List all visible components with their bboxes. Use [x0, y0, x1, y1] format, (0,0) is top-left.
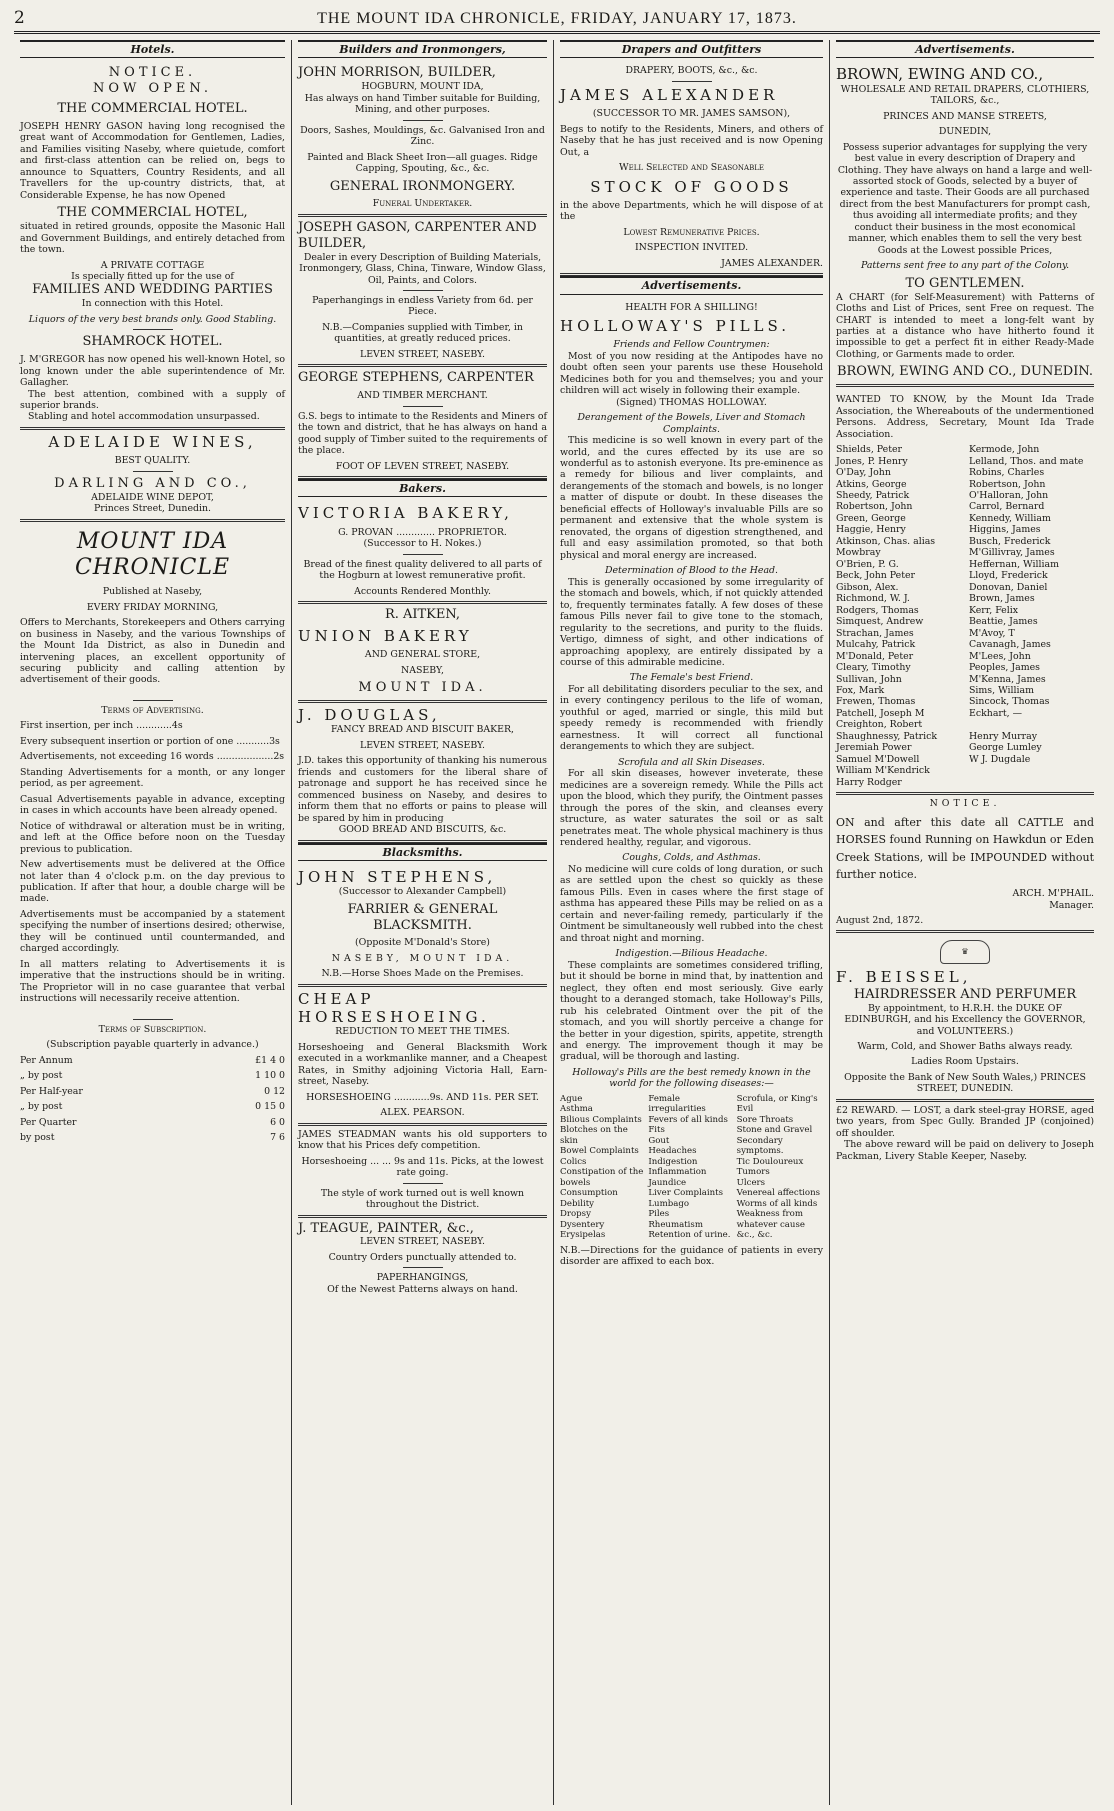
names-list	[836, 444, 1094, 788]
section-advertisements: Advertisements.	[560, 276, 823, 294]
columns	[14, 40, 1100, 1805]
column-1	[14, 40, 292, 1805]
douglas-ad: J. DOUGLAS, FANCY BREAD AND BISCUIT BAKER, LEVEN STREET, NASEBY. J.D. takes this opportunity of thanking his numerous friends and customers for the liberal share of patronage and support he has received since he commenced business on Naseby, and desires to inform them that no efforts or pains to please will be spared by him in producing GOOD BREAD AND BISCUITS, &c.	[298, 703, 547, 843]
reward-ad: £2 REWARD. — LOST, a dark steel-gray HORSE, aged two years, from Spec Gully. Branded JP (conjoined) off shoulder. The above reward will be paid on delivery to Joseph Packman, Livery Stable Keeper, Naseby.	[836, 1104, 1094, 1162]
holloway-ad: HEALTH FOR A SHILLING! HOLLOWAY'S PILLS. Friends and Fellow Countrymen: Most of you now residing at the Antipodes have no doubt often seen your parents use these Household Medicines both for you and themselves; you and your children will act wisely in following their example. (Signed) THOMAS HOLLOWAY. Derangement of the Bowels, Liver and Stomach Complaints. This medicine is so well known in every part of the world, and the cures effected by its use are so wonderful as to astonish everyone. Its pre-eminence as a remedy for bilious and liver complaints, and derangements of the stomach and bowels, is no longer a matter of dispute or doubt. In these diseases the beneficial effects of Holloway's invaluable Pills are so permanent and extensive that the whole system is renovated, the organs of digestion strengthened, and full and easy assimilation promoted, so that both physical and moral energy are increased. Determination of Blood to the Head. This is generally occasioned by some irregularity of the stomach and bowels, which, if not quickly attended to, frequently terminates fatally. A few doses of these famous Pills never fail to give tone to the stomach, regularity to the secretions, and purity to the fluids. Vertigo, dimness of sight, and other indications of approaching apoplexy, are entirely dissipated by a course of this admirable medicine. The Female's best Friend. For all debilitating disorders peculiar to the sex, and in every contingency perilous to the life of woman, youthful or aged, married or single, this mild but speedy remedy is recommended with friendly earnestness. It will correct all functional derangements to which they are subject. Scrofula and all Skin Diseases. For all skin diseases, however inveterate, these medicines are a sovereign remedy. While the Pills act upon the blood, which they purify, the Ointment passes through the pores of the skin, and cleanses every structure, as water saturates the soil or as salt penetrates meat. The whole physical machinery is thus rendered healthy, regular, and vigorous. Coughs, Colds, and Asthmas. No medicine will cure colds of long duration, or such as are settled upon the chest so quickly as these famous Pills. Even in cases where the first stage of asthma has appeared these Pills may be relied on as a certain and never-failing remedy, particularly if the Ointment be simultaneously well rubbed into the chest and throat night and morning. Indigestion.—Bilious Headache. These complaints are sometimes considered trifling, but it should be borne in mind that, by inattention and neglect, they often end most seriously. Give early thought to a deranged stomach, take Holloway's Pills, rub his celebrated Ointment over the pit of the stomach, and you will shortly perceive a change for the better in your digestion, spirits, appetite, strength and energy. The improvement though it may be gradual, will be thorough and lasting. Holloway's Pills are the best remedy known in the world for the following diseases:— Ague Asthma Bilious Complaints Blotches on the skin Bowel Complaints Colics Constipation of the bowels Consumption Debility Dropsy Dysentery Erysipelas Female irregularities Fevers of all kinds Fits Gout Headaches Indigestion Inflammation Jaundice Liver Complaints Lumbago Piles Rheumatism Retention of urine. Scrofula, or King's Evil Sore Throats Stone and Gravel Secondary symptoms. Tic Douloureux Tumors Ulcers Venereal affections Worms of all kinds Weakness from whatever cause &c., &c. N.B.—Directions for the guidance of patients in every disorder are affixed to each box.	[560, 301, 823, 1268]
section-hotels: Hotels.	[20, 40, 285, 58]
union-bakery-ad: R. AITKEN, UNION BAKERY AND GENERAL STORE, NASEBY, MOUNT IDA.	[298, 604, 547, 703]
stephens-ad: GEORGE STEPHENS, CARPENTER AND TIMBER MERCHANT. G.S. begs to intimate to the Residents and Miners of the town and district, that he has always on hand a good supply of Timber suited to the requirements of the place. FOOT OF LEVEN STREET, NASEBY.	[298, 367, 547, 479]
teague-ad: J. TEAGUE, PAINTER, &c., LEVEN STREET, NASEBY. Country Orders punctually attended to. PAPERHANGINGS, Of the Newest Patterns always on hand.	[298, 1220, 518, 1295]
subscription-rates	[20, 1055, 285, 1144]
column-3	[554, 40, 830, 1805]
sub-row: „ by post 1 10 0	[20, 1070, 285, 1082]
steadman-ad: JAMES STEADMAN wants his old supporters to know that his Prices defy competition. Horseshoeing ... ... 9s and 11s. Picks, at the lowest rate going. The style of work turned out is well known throughout the District.	[298, 1126, 547, 1218]
chronicle-terms: MOUNT IDA CHRONICLE Published at Naseby, EVERY FRIDAY MORNING, Offers to Merchants, Storekeepers and Others carrying on business in Naseby, and the various Townships of the Mount Ida District, as also in Dunedin and intervening places, an excellent opportunity of securing publicity and calling attention by advertisement of their goods. Terms of Advertising. First insertion, per inch ............4s Every subsequent insertion or portion of one ...........3s Advertisements, not exceeding 16 words ...................2s Standing Advertisements for a month, or any longer period, as per agreement. Casual Advertisements payable in advance, excepting in cases in which accounts have been already opened. Notice of withdrawal or alteration must be in writing, and left at the Office before noon on the Tuesday previous to publication. New advertisements must be delivered at the Office not later than 4 o'clock p.m. on the day previous to publication. If after that hour, a double charge will be made. Advertisements must be accompanied by a statement specifying the number of insertions desired; otherwise, they will be continued until countermanded, and charged accordingly. In all matters relating to Advertisements it is imperative that the instructions should be in writing. The Proprietor will in no case guarantee that verbal instructions will necessarily receive attention. Terms of Subscription. (Subscription payable quarterly in advance.) Per Annum £1 4 0 „ by post 1 10 0 Per Half-year 0 12 „ by post 0 15 0 Per Quarter 6 0 by post 7 6	[20, 528, 285, 1143]
column-2	[292, 40, 554, 1805]
beissel-ad: ♛ F. BEISSEL, HAIRDRESSER AND PERFUMER By appointment, to H.R.H. the DUKE OF EDINBURGH, and his Excellency the GOVERNOR, and VOLUNTEERS.) Warm, Cold, and Shower Baths always ready. Ladies Room Upstairs. Opposite the Bank of New South Wales,) PRINCES STREET, DUNEDIN.	[836, 933, 1094, 1101]
section-drapers: Drapers and Outfitters	[560, 40, 823, 58]
sub-row: by post 7 6	[20, 1131, 285, 1143]
brown-ewing-ad: BROWN, EWING AND CO., WHOLESALE AND RETAIL DRAPERS, CLOTHIERS, TAILORS, &c., PRINCES AND MANSE STREETS, DUNEDIN, Possess superior advantages for supplying the very best value in every description of Drapery and Clothing. They have always on hand a large and well-assorted stock of Goods, selected by a buyer of experience and taste. Their Goods are all purchased direct from the best Manufacturers for prompt cash, thus avoiding all intermediate profits; and they conduct their business in the most economical manner, which enables them to sell the very best Goods at the Lowest possible Prices, Patterns sent free to any part of the Colony. TO GENTLEMEN. A CHART (for Self-Measurement) with Patterns of Cloths and List of Prices, sent Free on request. The CHART is intended to meet a long-felt want by parties at a distance who have hitherto found it impossible to get a perfect fit in either Ready-Made Clothing, or Garments made to order. BROWN, EWING AND CO., DUNEDIN.	[836, 62, 1094, 387]
alexander-ad: DRAPERY, BOOTS, &c., &c. JAMES ALEXANDER (SUCCESSOR TO MR. JAMES SAMSON), Begs to notify to the Residents, Miners, and others of Naseby that he has just received and is now Opening Out, a Well Selected and Seasonable STOCK OF GOODS in the above Departments, which he will dispose of at the Lowest Remunerative Prices. INSPECTION INVITED. JAMES ALEXANDER.	[560, 62, 823, 276]
section-builders: Builders and Ironmongers,	[298, 40, 547, 58]
gason-ad: JOSEPH GASON, CARPENTER AND BUILDER, Dealer in every Description of Building Materials, Ironmongery, Glass, China, Tinware, Window Glass, Oil, Paints, and Colors. Paperhangings in endless Variety from 6d. per Piece. N.B.—Companies supplied with Timber, in quantities, at greatly reduced prices. LEVEN STREET, NASEBY.	[298, 217, 547, 367]
names-right: Kermode, John Lelland, Thos. and mate Robins, Charles Robertson, John O'Halloran, John Carrol, Bernard Kennedy, William Higgins, James Busch, Frederick M'Gillivray, James Heffernan, William Lloyd, Frederick Donovan, Daniel Brown, James Kerr, Felix Beattie, James M'Avoy, T Cavanagh, James M'Lees, John Peoples, James M'Kenna, James Sims, William Sincock, Thomas Eckhart, — Henry Murray George Lumley W J. Dugdale	[969, 444, 1084, 765]
hotel-title: THE COMMERCIAL HOTEL.	[57, 101, 248, 117]
john-stephens-ad: JOHN STEPHENS, (Successor to Alexander Campbell) FARRIER & GENERAL BLACKSMITH. (Opposite M'Donald's Store) NASEBY, MOUNT IDA. N.B.—Horse Shoes Made on the Premises.	[298, 865, 547, 987]
commercial-hotel-ad: NOTICE. NOW OPEN. THE COMMERCIAL HOTEL. JOSEPH HENRY GASON having long recognised the great want of Accommodation for Gentlemen, Ladies, and Families visiting Naseby, where quietude, comfort and first-class attention can be relied on, begs to announce to Squatters, Country Residents, and all Travellers for the up-country districts, that, at Considerable Expense, he has now Opened THE COMMERCIAL HOTEL, situated in retired grounds, opposite the Masonic Hall and Government Buildings, and entirely detached from the town. A PRIVATE COTTAGE Is specially fitted up for the use of FAMILIES AND WEDDING PARTIES In connection with this Hotel. Liquors of the very best brands only. Good Stabling. SHAMROCK HOTEL. J. M'GREGOR has now opened his well-known Hotel, so long known under the able superintendence of Mr. Gallagher. The best attention, combined with a supply of superior brands. Stabling and hotel accommodation unsurpassed.	[20, 62, 285, 430]
pearson-ad: CHEAP HORSESHOEING. REDUCTION TO MEET THE TIMES. Horseshoeing and General Blacksmith Work executed in a workmanlike manner, and a Cheapest Rates, in Smithy adjoining Victoria Hall, Earn-street, Naseby. HORSESHOEING ............9s. AND 11s. PER SET. ALEX. PEARSON.	[298, 987, 547, 1126]
disease-col-1: Ague Asthma Bilious Complaints Blotches on the skin Bowel Complaints Colics Constipation of the bowels Consumption Debility Dropsy Dysentery Erysipelas	[560, 1093, 644, 1241]
section-blacksmiths: Blacksmiths.	[298, 843, 547, 861]
sub-row: „ by post 0 15 0	[20, 1101, 285, 1113]
impounding-notice: NOTICE. ON and after this date all CATTLE and HORSES found Running on Hawkdun or Eden Creek Stations, will be IMPOUNDED without further notice. ARCH. M'PHAIL. Manager. August 2nd, 1872.	[836, 795, 1094, 933]
adelaide-wines-ad: ADELAIDE WINES, BEST QUALITY. DARLING AND CO., ADELAIDE WINE DEPOT, Princes Street, Dunedin.	[20, 430, 285, 522]
sub-row: Per Quarter 6 0	[20, 1116, 285, 1128]
wanted-to-know-ad: WANTED TO KNOW, by the Mount Ida Trade Association, the Whereabouts of the undermentioned Persons. Address, Secretary, Mount Ida Trade Association. Shields, Peter Jones, P. Henry O'Day, John Atkins, George Sheedy, Patrick Robertson, John Green, George Haggie, Henry Atkinson, Chas. alias Mowbray O'Brien, P. G. Beck, John Peter Gibson, Alex. Richmond, W. J. Rodgers, Thomas Simquest, Andrew Strachan, James Mulcahy, Patrick M'Donald, Peter Cleary, Timothy Sullivan, John Fox, Mark Frewen, Thomas Patchell, Joseph M Creighton, Robert Shaughnessy, Patrick Jeremiah Power Samuel M'Dowell William M'Kendrick Harry Rodger Kermode, John Lelland, Thos. and mate Robins, Charles Robertson, John O'Halloran, John Carrol, Bernard Kennedy, William Higgins, James Busch, Frederick M'Gillivray, James Heffernan, William Lloyd, Frederick Donovan, Daniel Brown, James Kerr, Felix Beattie, James M'Avoy, T Cavanagh, James M'Lees, John Peoples, James M'Kenna, James Sims, William Sincock, Thomas Eckhart, — Henry Murray George Lumley W J. Dugdale	[836, 387, 1094, 795]
sub-row: Per Annum £1 4 0	[20, 1054, 285, 1066]
disease-col-3: Scrofula, or King's Evil Sore Throats Stone and Gravel Secondary symptoms. Tic Douloureux Tumors Ulcers Venereal affections Worms of all kinds Weakness from whatever cause &c., &c.	[736, 1093, 821, 1241]
masthead	[14, 8, 1100, 34]
royal-crest-icon: ♛	[940, 940, 990, 964]
newspaper-title: THE MOUNT IDA CHRONICLE, FRIDAY, JANUARY 17, 1873.	[317, 10, 797, 27]
sub-row: Per Half-year 0 12	[20, 1085, 285, 1097]
names-left: Shields, Peter Jones, P. Henry O'Day, John Atkins, George Sheedy, Patrick Robertson, John Green, George Haggie, Henry Atkinson, Chas. alias Mowbray O'Brien, P. G. Beck, John Peter Gibson, Alex. Richmond, W. J. Rodgers, Thomas Simquest, Andrew Strachan, James Mulcahy, Patrick M'Donald, Peter Cleary, Timothy Sullivan, John Fox, Mark Frewen, Thomas Patchell, Joseph M Creighton, Robert Shaughnessy, Patrick Jeremiah Power Samuel M'Dowell William M'Kendrick Harry Rodger	[836, 444, 937, 788]
section-bakers: Bakers.	[298, 479, 547, 497]
page-number: 2	[14, 8, 25, 28]
column-4	[830, 40, 1100, 1805]
section-advertisements-2: Advertisements.	[836, 40, 1094, 58]
victoria-bakery-ad: VICTORIA BAKERY, G. PROVAN ............. PROPRIETOR. (Successor to H. Nokes.) Bread of the finest quality delivered to all parts of the Hogburn at lowest remunerative profit. Accounts Rendered Monthly.	[298, 501, 547, 604]
disease-list	[560, 1094, 823, 1241]
chronicle-logo: MOUNT IDA CHRONICLE	[74, 528, 231, 581]
disease-col-2: Female irregularities Fevers of all kinds Fits Gout Headaches Indigestion Inflammation Jaundice Liver Complaints Lumbago Piles Rheumatism Retention of urine.	[648, 1093, 731, 1241]
morrison-ad: JOHN MORRISON, BUILDER, HOGBURN, MOUNT IDA, Has always on hand Timber suitable for Building, Mining, and other purposes. Doors, Sashes, Mouldings, &c. Galvanised Iron and Zinc. Painted and Black Sheet Iron—all guages. Ridge Capping, Spouting, &c., &c. GENERAL IRONMONGERY. Funeral Undertaker.	[298, 62, 547, 216]
